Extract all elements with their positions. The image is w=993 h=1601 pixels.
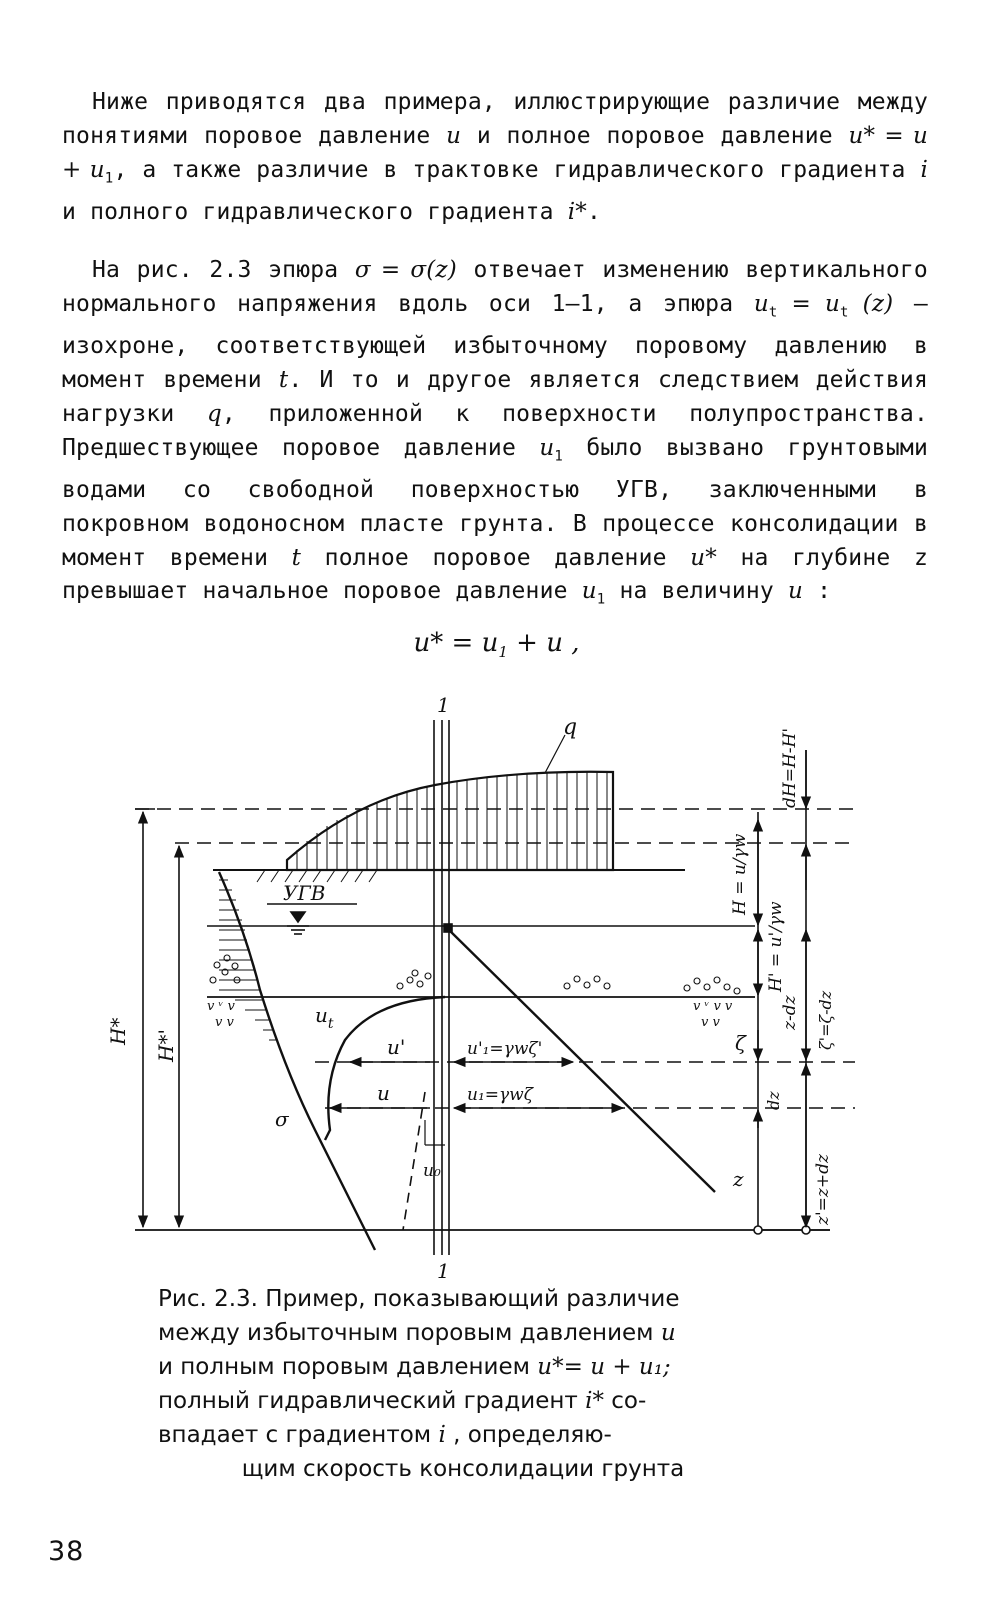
text-run: и полное поровое давление bbox=[461, 122, 849, 149]
label-u1-prime: u'₁=γwζ' bbox=[467, 1039, 543, 1059]
text-run: , а также различие в трактовке гидравлического градиента bbox=[113, 156, 921, 183]
label-u0: u₀ bbox=[423, 1161, 441, 1181]
text-run: — изохроне, соответствующей избыточному поровому давлению в момент времени bbox=[62, 290, 928, 393]
caption-line: щим скорость консолидации грунта bbox=[241, 1456, 685, 1482]
symbol-z: z bbox=[913, 544, 928, 571]
symbol-i-star: i* bbox=[567, 198, 587, 225]
label-u1: u₁=γwζ bbox=[467, 1085, 533, 1105]
formula-subscript: 1 bbox=[498, 643, 508, 662]
symbol-u1: u bbox=[581, 578, 597, 605]
ut-isochrone bbox=[325, 997, 445, 1140]
symbol-ut: u bbox=[753, 290, 769, 317]
label-q: q bbox=[563, 715, 578, 740]
svg-text:v ᵛ v: v ᵛ v bbox=[207, 999, 235, 1014]
formula-lhs: u* = u bbox=[413, 628, 499, 658]
u1-hydrostatic-line bbox=[447, 928, 715, 1192]
svg-text:v v: v v bbox=[701, 1015, 720, 1030]
figure-2-3-diagram bbox=[95, 690, 875, 1280]
text-run: . И то и другое является следствием действия нагрузки bbox=[62, 366, 928, 427]
formula-total-pressure bbox=[0, 628, 993, 661]
caption-line: Рис. 2.3. Пример, показывающий различие bbox=[158, 1286, 680, 1312]
dim-node bbox=[754, 1226, 762, 1234]
label-H-prime: H' = u'/γw bbox=[766, 901, 786, 992]
label-dH: dH=H-H' bbox=[780, 727, 800, 808]
subscript: t bbox=[840, 304, 849, 321]
formula-rhs: + u , bbox=[507, 628, 580, 658]
svg-text:v v: v v bbox=[215, 1015, 234, 1030]
symbol-t: t bbox=[278, 366, 289, 393]
symbol-sigma: σ = σ(z) bbox=[354, 257, 457, 283]
label-z-prime: z'=z+dz bbox=[813, 1154, 833, 1225]
label-H: H = u/γw bbox=[730, 833, 750, 915]
label-z: z bbox=[733, 1167, 744, 1191]
subscript: t bbox=[768, 304, 778, 321]
q-leader bbox=[545, 735, 565, 773]
label-H-star-prime: H*' bbox=[154, 1029, 178, 1062]
page-number: 38 bbox=[48, 1536, 85, 1567]
subscript: 1 bbox=[554, 448, 564, 465]
symbol-u: u bbox=[446, 122, 462, 149]
text-run: на глубине bbox=[716, 544, 914, 571]
caption-line: полный гидравлический градиент i* со- bbox=[158, 1388, 647, 1414]
gravel-symbols bbox=[210, 955, 740, 994]
hydrostatic-origin bbox=[444, 924, 452, 932]
text-run: . bbox=[586, 198, 602, 225]
text-run: : bbox=[803, 578, 832, 605]
symbol-u-star: u* bbox=[690, 544, 717, 571]
label-u-prime: u' bbox=[387, 1035, 406, 1059]
text-run: превышает начальное поровое давление bbox=[62, 578, 582, 605]
label-H-star: H* bbox=[106, 1017, 130, 1045]
text-run: отвечает изменению вертикального нормального напряжения вдоль оси 1–1, а эпюра bbox=[62, 257, 928, 317]
svg-text:v ᵛ v v: v ᵛ v v bbox=[693, 999, 733, 1014]
symbol-ut-eq: = u bbox=[777, 290, 841, 317]
label-zeta: ζ bbox=[735, 1031, 746, 1055]
label-ut: $u_t$ bbox=[315, 1003, 334, 1032]
caption-line: и полным поровым давлением u*= u + u₁; bbox=[158, 1354, 671, 1380]
symbol-z-arg: (z) bbox=[848, 290, 894, 317]
symbol-q: q bbox=[206, 400, 222, 427]
label-ugv: УГВ bbox=[283, 881, 326, 905]
label-axis-top: 1 bbox=[437, 693, 450, 717]
text-run: На рис. 2.3 эпюра bbox=[92, 257, 355, 283]
u0-dashed-line bbox=[403, 1092, 425, 1230]
text-run: , приложенной к поверхности полупространства. Предшествующее поровое давление bbox=[62, 400, 928, 461]
label-axis-bottom: 1 bbox=[437, 1259, 450, 1280]
label-sigma: σ bbox=[275, 1107, 289, 1131]
subscript: 1 bbox=[596, 591, 606, 608]
load-q-outline bbox=[287, 772, 613, 870]
label-z-minus-dz-visible: z-dz bbox=[780, 995, 800, 1030]
figure-caption bbox=[158, 1282, 768, 1486]
water-table-symbol bbox=[291, 912, 305, 922]
caption-line: между избыточным поровым давлением u bbox=[158, 1320, 676, 1346]
paragraph-description bbox=[62, 254, 928, 618]
symbol-u-star-eq: u* = u + u bbox=[62, 122, 928, 183]
subscript: 1 bbox=[104, 170, 114, 187]
paragraph-intro bbox=[62, 86, 928, 230]
symbol-u: u bbox=[788, 578, 804, 605]
label-u: u bbox=[377, 1081, 390, 1105]
load-q-hatching bbox=[297, 772, 607, 870]
text-run: Ниже приводятся два примера, иллюстрирующие различие между понятиями поровое давление bbox=[62, 89, 928, 149]
text-run: полное поровое давление bbox=[301, 544, 691, 571]
caption-line: впадает с градиентом i , определяю- bbox=[158, 1422, 612, 1448]
sigma-curve bbox=[219, 872, 375, 1250]
v-symbols bbox=[207, 999, 733, 1030]
symbol-i: i bbox=[920, 156, 928, 183]
label-zeta-prime: ζ'=ζ-dz bbox=[816, 990, 835, 1050]
symbol-t: t bbox=[291, 544, 302, 571]
dim-node bbox=[802, 1226, 810, 1234]
symbol-u1: u bbox=[539, 434, 555, 461]
text-run: на величину bbox=[605, 578, 789, 605]
label-dz: dz bbox=[764, 1091, 783, 1110]
text-run: было вызвано грунтовыми водами со свободной поверхностью УГВ, заключенными в покровном водоносном пласте грунта. В процессе консолидации в момент времени bbox=[62, 434, 928, 571]
text-run: и полного гидравлического градиента bbox=[62, 198, 568, 225]
